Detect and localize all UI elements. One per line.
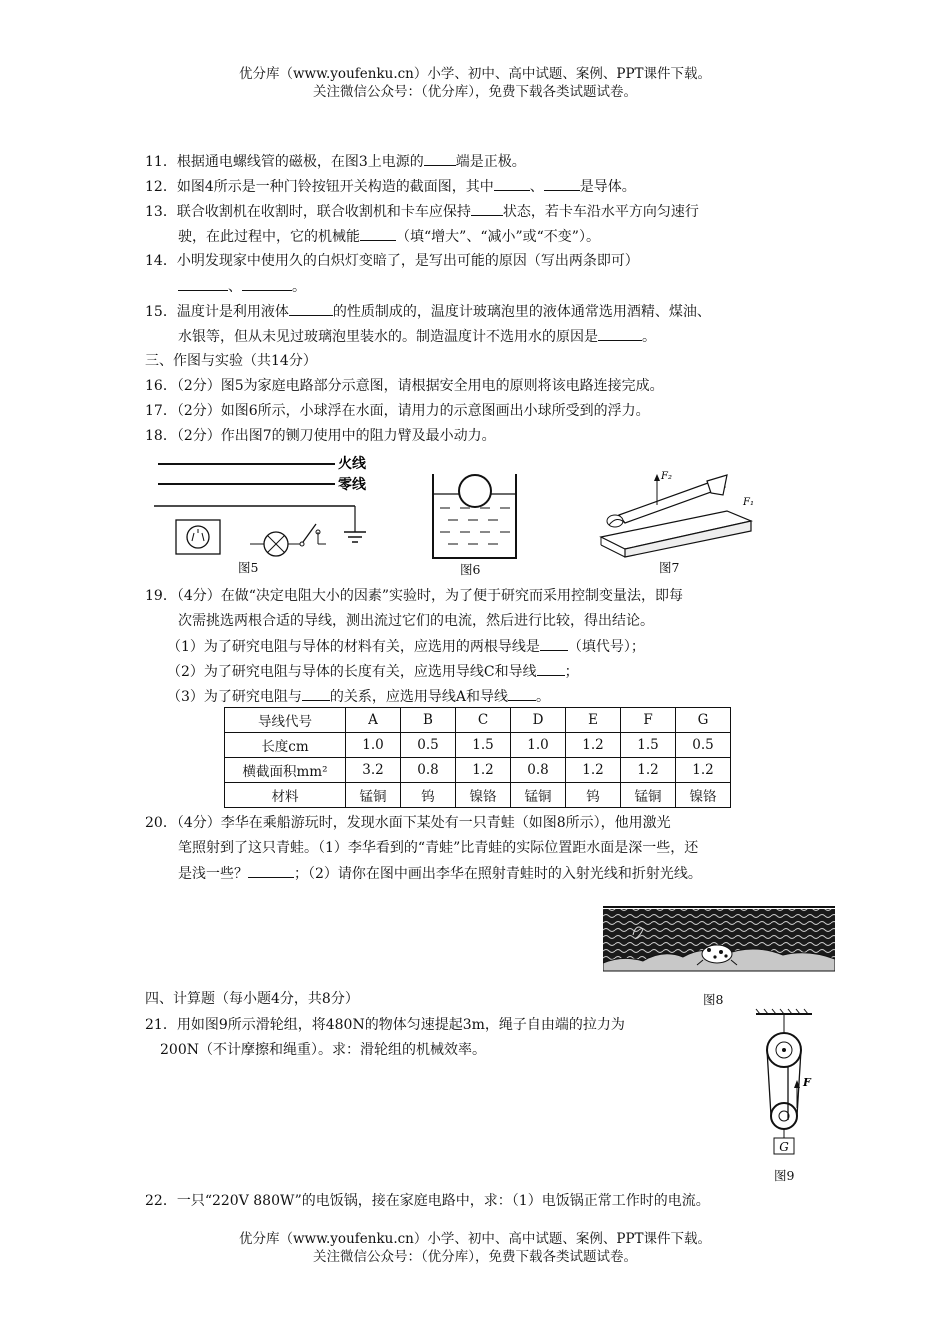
table-cell: 1.2 [566, 733, 621, 758]
table-row [225, 783, 731, 808]
table-cell: 1.2 [456, 758, 511, 783]
question-19-sub-1: （1）为了研究电阻与导体的材料有关，应选用的两根导线是 （填代号）； [167, 635, 645, 658]
answer-blank[interactable] [360, 225, 396, 241]
figure-9-caption: 图9 [774, 1168, 795, 1183]
table-cell: 1.0 [346, 733, 401, 758]
question-18: 18．（2分）作出图7的铡刀使用中的阻力臂及最小动力。 [145, 428, 496, 444]
question-19-sub-3: （3）为了研究电阻与 的关系，应选用导线A和导线 。 [167, 685, 550, 708]
answer-blank[interactable] [289, 300, 333, 316]
question-19-sub-2: （2）为了研究电阻与导体的长度有关，应选用导线C和导线 ； [167, 660, 579, 683]
question-19-line-1: 19．（4分）在做“决定电阻大小的因素”实验时，为了便于研究而采用控制变量法，即每 [145, 588, 684, 604]
question-16: 16．（2分）图5为家庭电路部分示意图，请根据安全用电的原则将该电路连接完成。 [145, 378, 664, 394]
question-21-line-1: 21．用如图9所示滑轮组，将480N的物体匀速提起3m，绳子自由端的拉力为 [145, 1017, 625, 1033]
section-4-heading: 四、计算题（每小题4分，共8分） [145, 991, 359, 1007]
force-f-label: F [803, 1076, 811, 1089]
figure-7-guillotine [595, 463, 760, 558]
answer-blank[interactable] [248, 862, 294, 878]
live-wire-label: 火线 [338, 455, 366, 471]
lamp-symbol [250, 532, 300, 556]
table-cell: 横截面积mm² [225, 758, 346, 783]
table-cell: G [676, 708, 731, 733]
answer-blank[interactable] [302, 685, 330, 701]
figure-8-frog-underwater [603, 905, 835, 975]
table-row [225, 733, 731, 758]
table-cell: 锰铜 [621, 783, 676, 808]
table-cell: 3.2 [346, 758, 401, 783]
table-cell: 0.5 [401, 733, 456, 758]
table-cell: 镍铬 [456, 783, 511, 808]
question-13-line-2: 驶，在此过程中，它的机械能 （填“增大”、“减小”或“不变”）。 [178, 225, 600, 248]
answer-blank[interactable] [242, 275, 292, 291]
question-15-line-2: 水银等，但从未见过玻璃泡里装水的。制造温度计不选用水的原因是 。 [178, 325, 656, 348]
answer-blank[interactable] [544, 175, 580, 191]
question-15-line-1: 15．温度计是利用液体 的性质制成的，温度计玻璃泡里的液体通常选用酒精、煤油、 [145, 300, 711, 323]
force-f2-label: F₂ [661, 471, 672, 482]
question-20-line-3: 是浅一些？ ；（2）请你在图中画出李华在照射青蛙时的入射光线和折射光线。 [178, 862, 702, 885]
table-cell: 0.5 [676, 733, 731, 758]
table-cell: 0.8 [401, 758, 456, 783]
table-cell: 1.5 [621, 733, 676, 758]
answer-blank[interactable] [178, 275, 228, 291]
table-cell: C [456, 708, 511, 733]
figure-6-floating-ball [428, 470, 523, 562]
header-line-1: 优分库（www.youfenku.cn）小学、初中、高中试题、案例、PPT课件下载。 [238, 66, 712, 82]
table-cell: 1.2 [566, 758, 621, 783]
figure-8-caption: 图8 [703, 992, 724, 1007]
question-22: 22．一只“220V 880W”的电饭锅，接在家庭电路中，求：（1）电饭锅正常工作时的电流。 [145, 1193, 710, 1209]
answer-blank[interactable] [424, 150, 456, 166]
table-cell: 0.8 [511, 758, 566, 783]
table-cell: 1.2 [676, 758, 731, 783]
table-row [225, 758, 731, 783]
water-hatching [440, 508, 510, 544]
answer-blank[interactable] [598, 325, 642, 341]
answer-blank[interactable] [494, 175, 530, 191]
socket-symbol [176, 520, 220, 554]
table-cell: 钨 [401, 783, 456, 808]
header-line-2: 关注微信公众号：（优分库），免费下载各类试题试卷。 [313, 84, 637, 100]
table-header-row [225, 708, 731, 733]
footer-line-1: 优分库（www.youfenku.cn）小学、初中、高中试题、案例、PPT课件下载。 [238, 1231, 712, 1247]
question-14: 14．小明发现家中使用久的白炽灯变暗了，是写出可能的原因（写出两条即可） [145, 253, 639, 269]
table-cell: E [566, 708, 621, 733]
table-cell: D [511, 708, 566, 733]
force-f1-label: F₁ [743, 497, 754, 508]
table-cell: 1.2 [621, 758, 676, 783]
table-cell: 1.5 [456, 733, 511, 758]
table-cell: 导线代号 [225, 708, 346, 733]
table-cell: 长度cm [225, 733, 346, 758]
question-17: 17．（2分）如图6所示，小球浮在水面，请用力的示意图画出小球所受到的浮力。 [145, 403, 650, 419]
figure-7-caption: 图7 [659, 560, 680, 575]
question-13-line-1: 13．联合收割机在收割时，联合收割机和卡车应保持 状态，若卡车沿水平方向匀速行 [145, 200, 699, 223]
table-cell: 锰铜 [346, 783, 401, 808]
figure-9-pulley [752, 1008, 822, 1166]
table-cell: B [401, 708, 456, 733]
neutral-wire-label: 零线 [338, 476, 366, 492]
table-cell: 材料 [225, 783, 346, 808]
question-19-line-2: 次需挑选两根合适的导线，测出流过它们的电流，然后进行比较，得出结论。 [178, 613, 654, 629]
weight-label: G [779, 1140, 789, 1154]
figure-5-household-circuit [150, 448, 380, 570]
question-20-line-1: 20．（4分）李华在乘船游玩时，发现水面下某处有一只青蛙（如图8所示），他用激光 [145, 815, 671, 831]
question-21-line-2: 200N（不计摩擦和绳重）。求：滑轮组的机械效率。 [160, 1042, 486, 1058]
switch-symbol [300, 524, 326, 546]
section-3-heading: 三、作图与实验（共14分） [145, 353, 317, 369]
wire-table [224, 707, 731, 808]
question-20-line-2: 笔照射到了这只青蛙。（1）李华看到的“青蛙”比青蛙的实际位置距水面是深一些，还 [178, 840, 699, 856]
table-cell: 镍铬 [676, 783, 731, 808]
table-cell: A [346, 708, 401, 733]
answer-blank[interactable] [471, 200, 503, 216]
question-14-answers: 、 。 [178, 275, 306, 298]
question-11: 11．根据通电螺线管的磁极，在图3上电源的 端是正极。 [145, 150, 526, 173]
table-cell: 钨 [566, 783, 621, 808]
answer-blank[interactable] [540, 635, 568, 651]
figure-6-caption: 图6 [460, 562, 481, 577]
answer-blank[interactable] [537, 660, 565, 676]
table-cell: 锰铜 [511, 783, 566, 808]
answer-blank[interactable] [508, 685, 536, 701]
figure-5-caption: 图5 [238, 560, 259, 575]
table-cell: F [621, 708, 676, 733]
footer-line-2: 关注微信公众号：（优分库），免费下载各类试题试卷。 [313, 1249, 637, 1265]
table-cell: 1.0 [511, 733, 566, 758]
ball [459, 475, 491, 507]
question-12: 12．如图4所示是一种门铃按钮开关构造的截面图，其中 、 是导体。 [145, 175, 636, 198]
